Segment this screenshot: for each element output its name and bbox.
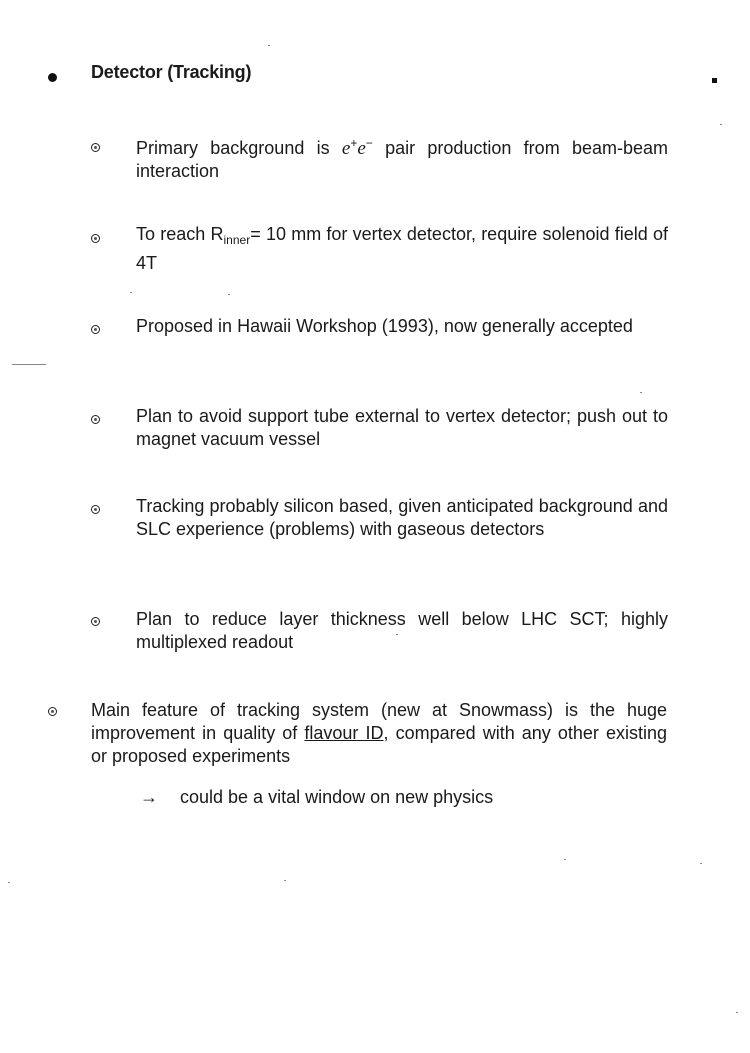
scan-speck	[736, 1012, 738, 1013]
list-item: Proposed in Hawaii Workshop (1993), now generally accepted	[136, 316, 633, 336]
section-title: Detector (Tracking)	[91, 62, 252, 82]
scan-speck	[130, 292, 132, 293]
scan-speck	[640, 392, 642, 393]
scan-speck	[284, 880, 286, 881]
list-item: Primary background is e+e− pair production from beam-beam interaction	[136, 136, 669, 181]
sub-bullet-icon	[91, 325, 100, 334]
scan-speck	[228, 294, 230, 295]
sub-bullet-icon	[91, 234, 100, 243]
list-item: Plan to avoid support tube external to vertex detector; push out to magnet vacuum vessel	[136, 406, 668, 449]
list-item: Tracking probably silicon based, given anticipated background and SLC experience (problems) with gaseous detectors	[136, 496, 668, 539]
sub-bullet-icon	[91, 505, 100, 514]
scan-speck	[268, 45, 270, 46]
sub-bullet-icon	[91, 143, 100, 152]
scan-speck	[700, 863, 702, 864]
section-bullet-icon	[48, 73, 57, 82]
list-item: To reach $R_{inner}= 10$ mm for vertex detector, require solenoid field of 4T	[136, 224, 669, 273]
main-bullet-icon	[48, 707, 57, 716]
scan-speck	[720, 124, 722, 125]
scan-mark	[712, 78, 717, 83]
sub-bullet-icon	[91, 617, 100, 626]
scan-speck	[12, 364, 46, 365]
sub-bullet-icon	[91, 415, 100, 424]
right-arrow-icon: →	[140, 787, 158, 807]
list-item: Plan to reduce layer thickness well below LHC SCT; highly multiplexed readout	[136, 609, 668, 652]
flavour-id-term: flavour ID	[304, 723, 384, 743]
scan-speck	[564, 859, 566, 860]
scan-speck	[396, 634, 398, 635]
scan-speck	[8, 882, 10, 883]
conclusion-line	[140, 786, 493, 809]
main-feature-paragraph: Main feature of tracking system (new at Snowmass) is the huge improvement in quality of flavour ID, compared with any other existing or proposed experiments	[91, 700, 668, 766]
conclusion-text: could be a vital window on new physics	[180, 787, 494, 807]
